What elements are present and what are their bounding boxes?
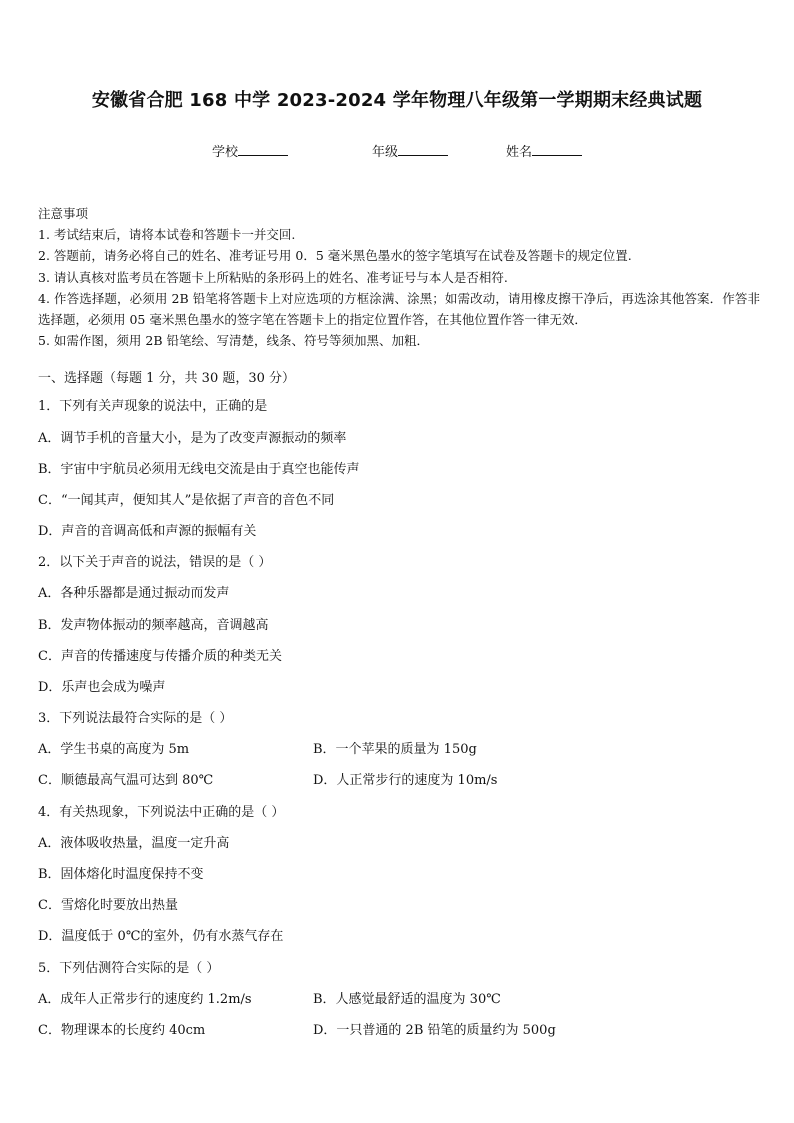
section-title: 一、选择题（每题 1 分，共 30 题，30 分） [38, 371, 296, 386]
note-item: 1. 考试结束后，请将本试卷和答题卡一并交回. [38, 227, 296, 243]
grade-label: 年级 [372, 145, 399, 160]
question-option: D．乐声也会成为噪声 [38, 680, 166, 695]
school-blank [238, 143, 288, 156]
question-option: D．声音的音调高低和声源的振幅有关 [38, 524, 257, 539]
question-option: A．学生书桌的高度为 5m [38, 742, 190, 757]
school-label: 学校 [212, 145, 239, 160]
question-option: B．人感觉最舒适的温度为 30℃ [313, 992, 501, 1007]
notes-heading: 注意事项 [38, 206, 89, 221]
question-option: C．物理课本的长度约 40cm [38, 1023, 206, 1038]
question-option: B．一个苹果的质量为 150g [313, 742, 477, 757]
question-option: D．温度低于 0℃的室外，仍有水蒸气存在 [38, 929, 284, 944]
note-item: 2. 答题前，请务必将自己的姓名、准考证号用 0．5 毫米黑色墨水的签字笔填写在试卷及答题卡的规定位置. [38, 248, 632, 264]
note-item: 3. 请认真核对监考员在答题卡上所粘贴的条形码上的姓名、准考证号与本人是否相符. [38, 269, 508, 285]
question-option: C．声音的传播速度与传播介质的种类无关 [38, 649, 282, 664]
question-option: B．固体熔化时温度保持不变 [38, 867, 204, 882]
question-option: C．“一闻其声，便知其人”是依据了声音的音色不同 [38, 493, 335, 508]
question-stem: 1．下列有关声现象的说法中，正确的是 [38, 399, 268, 414]
question-option: C．顺德最高气温可达到 80℃ [38, 773, 214, 788]
question-option: A．成年人正常步行的速度约 1.2m/s [38, 992, 252, 1007]
question-stem: 4．有关热现象，下列说法中正确的是（ ） [38, 805, 285, 820]
school-field [212, 141, 288, 160]
question-option: B．宇宙中宇航员必须用无线电交流是由于真空也能传声 [38, 462, 360, 477]
question-stem: 2．以下关于声音的说法，错误的是（ ） [38, 555, 272, 570]
question-option: D．人正常步行的速度为 10m/s [313, 773, 498, 788]
grade-field [372, 141, 448, 160]
question-option: A．各种乐器都是通过振动而发声 [38, 586, 230, 601]
question-option: A．液体吸收热量，温度一定升高 [38, 836, 230, 851]
student-info-row [0, 141, 794, 159]
question-stem: 3．下列说法最符合实际的是（ ） [38, 711, 233, 726]
notes-block [38, 203, 760, 351]
question-option: C．雪熔化时要放出热量 [38, 898, 178, 913]
question-option: D．一只普通的 2B 铅笔的质量约为 500g [313, 1023, 556, 1038]
exam-title: 安徽省合肥 168 中学 2023-2024 学年物理八年级第一学期期末经典试题 [91, 90, 703, 111]
name-field [506, 141, 582, 160]
name-blank [532, 143, 582, 156]
name-label: 姓名 [506, 145, 533, 160]
question-option: A．调节手机的音量大小，是为了改变声源振动的频率 [38, 431, 347, 446]
question-option: B．发声物体振动的频率越高，音调越高 [38, 618, 269, 633]
note-item: 5. 如需作图，须用 2B 铅笔绘、写清楚，线条、符号等须加黑、加粗． [38, 333, 429, 349]
grade-blank [398, 143, 448, 156]
question-stem: 5．下列估测符合实际的是（ ） [38, 961, 220, 976]
note-item: 4. 作答选择题，必须用 2B 铅笔将答题卡上对应选项的方框涂满、涂黑；如需改动，请用橡皮擦干净后，再选涂其他答案．作答非选择题，必须用 05 毫米黑色墨水的签字笔在答题卡上的指定位置作答，在其他位置作答一律无效． [38, 290, 760, 328]
